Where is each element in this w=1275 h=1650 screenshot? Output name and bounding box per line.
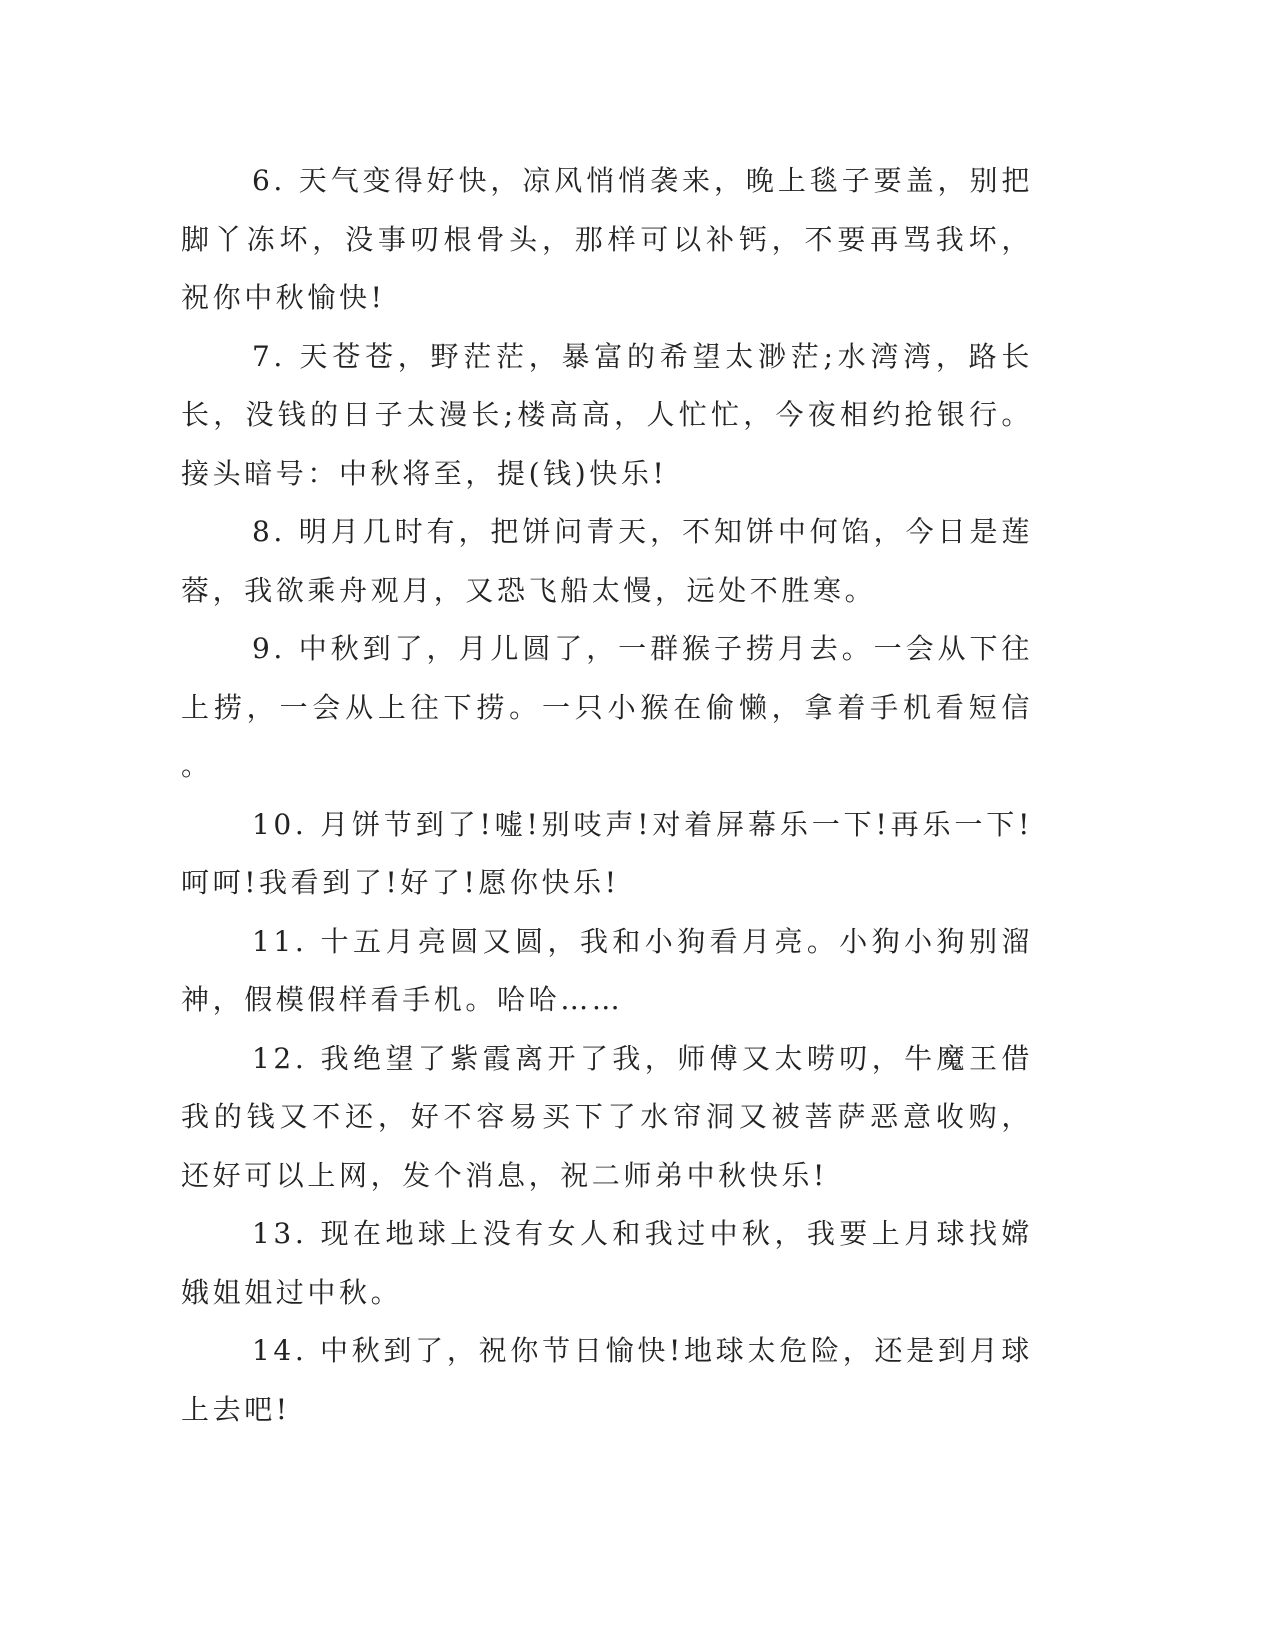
paragraph-13: 13. 现在地球上没有女人和我过中秋，我要上月球找嫦娥姐姐过中秋。	[181, 1217, 1033, 1309]
paragraph-11: 11. 十五月亮圆又圆，我和小狗看月亮。小狗小狗别溜神，假模假样看手机。哈哈……	[181, 924, 1033, 1016]
paragraph-7: 7. 天苍苍，野茫茫，暴富的希望太渺茫;水湾湾，路长长，没钱的日子太漫长;楼高高，人忙忙，今夜相约抢银行。接头暗号：中秋将至，提(钱)快乐!	[181, 339, 1033, 490]
paragraph-10: 10. 月饼节到了!嘘!别吱声!对着屏幕乐一下!再乐一下!呵呵!我看到了!好了!愿你快乐!	[181, 807, 1033, 899]
paragraph-6: 6. 天气变得好快，凉风悄悄袭来，晚上毯子要盖，别把脚丫冻坏，没事叨根骨头，那样可以补钙，不要再骂我坏，祝你中秋愉快!	[181, 164, 1033, 314]
document-page	[181, 152, 1033, 1439]
paragraph-8: 8. 明月几时有，把饼问青天，不知饼中何馅，今日是莲蓉，我欲乘舟观月，又恐飞船太慢，远处不胜寒。	[181, 515, 1033, 607]
paragraph-12: 12. 我绝望了紫霞离开了我，师傅又太唠叨，牛魔王借我的钱又不还，好不容易买下了水帘洞又被菩萨恶意收购，还好可以上网，发个消息，祝二师弟中秋快乐!	[181, 1041, 1033, 1192]
paragraph-14: 14. 中秋到了，祝你节日愉快!地球太危险，还是到月球上去吧!	[181, 1334, 1033, 1426]
paragraph-9: 9. 中秋到了，月儿圆了，一群猴子捞月去。一会从下往上捞，一会从上往下捞。一只小猴在偷懒，拿着手机看短信。	[181, 632, 1033, 782]
